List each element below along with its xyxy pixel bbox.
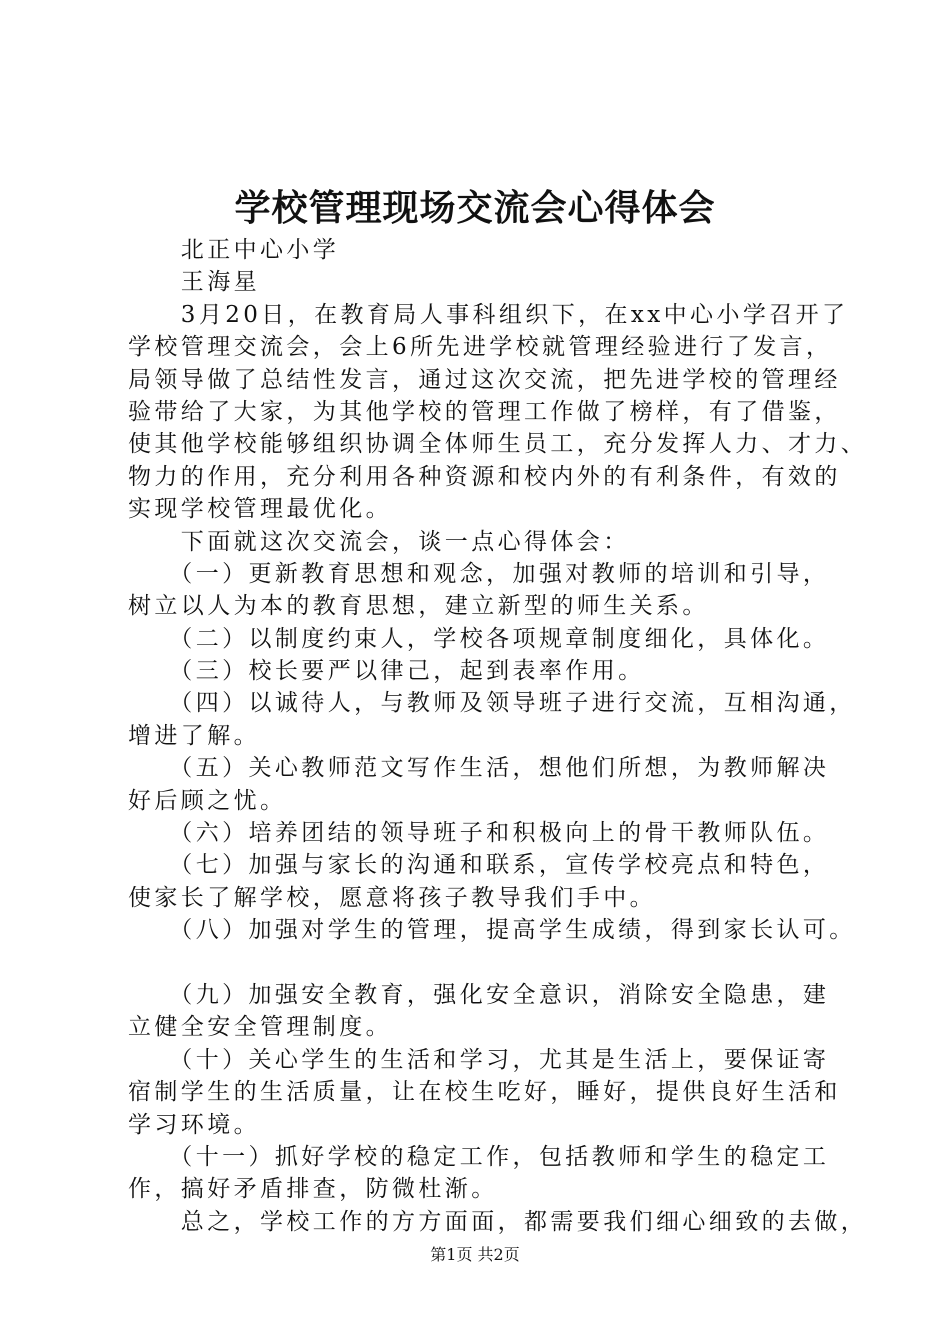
text-line: 下面就这次交流会，谈一点心得体会： [128, 528, 630, 555]
text-line: 宿制学生的生活质量，让在校生吃好，睡好，提供良好生活和 [128, 1079, 841, 1106]
text-line: 学习环境。 [128, 1111, 260, 1138]
text-line: 王海星 [128, 269, 260, 296]
document-title: 学校管理现场交流会心得体会 [234, 188, 716, 229]
text-line: （十一）抓好学校的稳定工作，包括教师和学生的稳定工 [128, 1143, 830, 1170]
text-line: 实现学校管理最优化。 [128, 496, 392, 523]
text-line: （三）校长要严以律己，起到表率作用。 [128, 658, 645, 685]
text-line: 物力的作用，充分利用各种资源和校内外的有利条件，有效的 [128, 463, 841, 490]
text-line: 学校管理交流会，会上6所先进学校就管理经验进行了发言， [128, 334, 833, 361]
text-line: （一）更新教育思想和观念，加强对教师的培训和引导， [128, 560, 830, 587]
document-body [128, 234, 868, 1238]
text-line: 3月20日，在教育局人事科组织下，在xx中心小学召开了 [128, 301, 849, 328]
text-line: 好后顾之忧。 [128, 787, 287, 814]
text-line: 作，搞好矛盾排查，防微杜渐。 [128, 1176, 498, 1203]
text-line: （十）关心学生的生活和学习，尤其是生活上，要保证寄 [128, 1046, 830, 1073]
text-line: 使其他学校能够组织协调全体师生员工，充分发挥人力、才力、 [128, 431, 868, 458]
text-line: （八）加强对学生的管理，提高学生成绩，得到家长认可。 [128, 917, 856, 944]
text-line: 局领导做了总结性发言，通过这次交流，把先进学校的管理经 [128, 366, 841, 393]
text-line: （五）关心教师范文写作生活，想他们所想，为教师解决 [128, 755, 830, 782]
text-line: （四）以诚待人，与教师及领导班子进行交流，互相沟通， [128, 690, 856, 717]
text-line: 立健全安全管理制度。 [128, 1014, 392, 1041]
text-line: （二）以制度约束人，学校各项规章制度细化，具体化。 [128, 625, 830, 652]
text-line: 树立以人为本的教育思想，建立新型的师生关系。 [128, 593, 709, 620]
text-line: 增进了解。 [128, 722, 260, 749]
text-line: 使家长了解学校，愿意将孩子教导我们手中。 [128, 884, 656, 911]
page-footer: 第1页 共2页 [430, 1245, 520, 1264]
text-line: （六）培养团结的领导班子和积极向上的骨干教师队伍。 [128, 820, 830, 847]
text-line: 总之，学校工作的方方面面，都需要我们细心细致的去做， [128, 1208, 868, 1235]
blank-line [128, 947, 848, 979]
text-line: （七）加强与家长的沟通和联系，宣传学校亮点和特色， [128, 852, 830, 879]
text-line: 北正中心小学 [128, 237, 340, 263]
text-line: 验带给了大家，为其他学校的管理工作做了榜样，有了借鉴， [128, 398, 841, 425]
text-line: （九）加强安全教育，强化安全意识，消除安全隐患，建 [128, 981, 830, 1008]
